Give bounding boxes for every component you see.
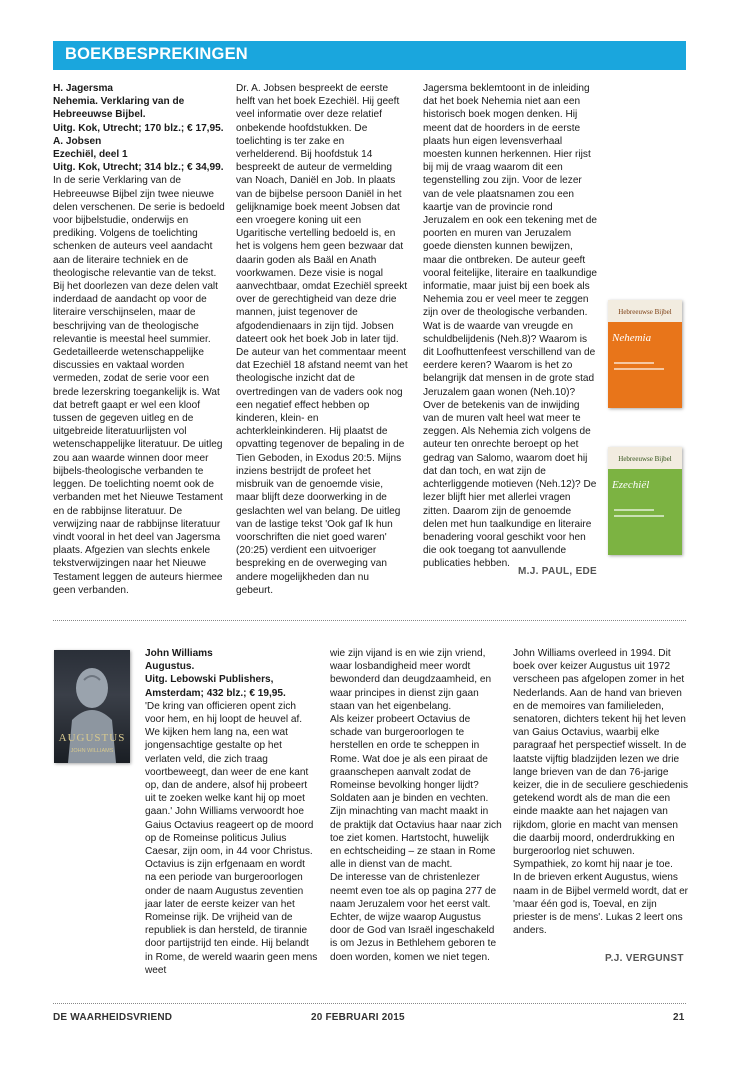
- review2-body-2b: Als keizer probeert Octavius de schade van burgeroorlogen te herstellen en orde te scheppen in Rome. Wat doe je als een piraat de graanschepen aanvalt zodat de Romeinse bevolking honger lijdt? Soldaten aan je binden en vechten. Zijn minachting van macht maakt in de praktijk dat Octavius haar naar zich toe ziet komen. Hartstocht, huwelijk en echtscheiding – ze staan in Rome alle in dienst van de macht.: [330, 714, 502, 871]
- review1-col3: [423, 82, 598, 571]
- review2-title: Augustus.: [145, 661, 195, 673]
- footer-divider: [53, 1003, 686, 1004]
- book2-author: A. Jobsen: [53, 135, 102, 147]
- review1-body-3: Jagersma beklemtoont in de inleiding dat het boek Nehemia niet aan een historisch boek mogen denken. Hij meent dat de hoorders in de eerste plaats hun eigen levensverhaal moesten kunnen herkennen. Hier rijst bij mij de vraag waarom dit een tegenstelling zou zijn. Voor de lezer van de vele plaatsnamen zou een kaartje van de provincie rond Jeruzalem en ook een tekening met de poorten en muren van Jeruzalem goede diensten kunnen bewijzen, maar die ontbreken. De auteur geeft vooral feitelijke, literaire en taalkundige informatie, maar juist bij een boek als Nehemia zou er veel meer te zeggen zijn over de theologische verbanden. Wat is de waarde van vreugde en schuldbelijdenis (Neh.8)? Waarom is dit Loofhuttenfeest verschillend van de eerdere keren? Waarom is het zo belangrijk dat mensen in de grote stad Jeruzalem gaan wonen (Neh.10)? Over de betekenis van de inwijding van de muren valt heel wat meer te zeggen. Als Nehemia zich volgens de auteur ten onrechte beroept op het gedrag van Salomo, waarom doet hij dat dan toch, en wat zijn de achterliggende motieven (Neh.12)? De lezer blijft hier met allerlei vragen zitten. Daarom zijn de genoemde delen met hun taalkundige en literaire benadering vooral geschikt voor hen die ook toegang tot aanvullende publicaties hebben.: [423, 83, 597, 570]
- book1-publisher: Uitg. Kok, Utrecht; 170 blz.; € 17,95.: [53, 122, 224, 134]
- section-divider: [53, 620, 686, 621]
- review1-col1: [53, 82, 226, 597]
- cover2-title: Ezechiël: [612, 479, 650, 491]
- statue-image: [54, 650, 130, 763]
- book-cover-nehemia: [608, 300, 682, 408]
- review1-body-2b: De auteur van het commentaar meent dat Ezechiël 18 afstand neemt van het theologische inzicht dat de overtredingen van de vaders ook nog een negatief effect hebben op kinderen, klein- en achterkleinkinderen. Hij plaatst de opvatting tegenover de bepaling in de Tien Geboden, in Exodus 20:5. Mijns inziens bestrijdt de profeet het misbruik van de genoemde visie, maar blijft deze doorwerking in de geslachten wel van belang. De uitleg van de lastige tekst 'Ook gaf Ik hun voorschriften die niet goed waren' (20:25) verdient een uitvoeriger bespreking en de overweging van andere mogelijkheden dan nu gebeurt.: [236, 347, 408, 596]
- footer-magazine: DE WAARHEIDSVRIEND: [53, 1012, 173, 1023]
- review1-col2: [236, 82, 408, 597]
- cover1-title: Nehemia: [612, 332, 652, 344]
- review2-body-2a: wie zijn vijand is en wie zijn vriend, waar losbandigheid meer wordt bewonderd dan deugdzaamheid, en waar principes in dienst zijn gaan staan van het eigenbelang.: [330, 648, 492, 712]
- cover-title: AUGUSTUS: [58, 732, 126, 744]
- section-title: BOEKBESPREKINGEN: [65, 45, 248, 63]
- footer-date: 20 FEBRUARI 2015: [311, 1012, 405, 1023]
- book2-publisher: Uitg. Kok, Utrecht; 314 blz.; € 34,99.: [53, 162, 224, 174]
- review2-col2: [330, 647, 502, 964]
- book2-title: Ezechiël, deel 1: [53, 149, 128, 161]
- book1-author: H. Jagersma: [53, 83, 114, 94]
- review2-col1: [145, 647, 318, 977]
- review2-body-3a: John Williams overleed in 1994. Dit boek over keizer Augustus uit 1972 verscheen pas afgelopen zomer in het Nederlands. Aan de hand van brieven en de memoires van familieleden, senatoren, dichters tekent hij het leven van Gaius Octavius, waarbij elke paragraaf het perspectief wisselt. In de laatste vijftig bladzijden lezen we drie lange brieven van de dan 76-jarige keizer, die in de seculiere geschiedenis getekend wordt als de man die een einde maakte aan het najagen van rijkdom, glorie en macht van mensen die daarbij moord, onderdrukking en burgeroorlog niet schuwen. Sympathiek, zo komt hij naar je toe.: [513, 648, 689, 871]
- review2-body-2c: De interesse van de christenlezer neemt even toe als op pagina 277 de naam Jeruzalem voor het eerst valt. Echter, de wijze waarop Augustus door de God van Israël ingeschakeld is om Jezus in Bethlehem geboren te doen worden, komen we niet tegen.: [330, 872, 497, 963]
- section-banner: [53, 41, 686, 70]
- cover-author: JOHN WILLIAMS: [70, 748, 114, 754]
- review1-body-2a: Dr. A. Jobsen bespreekt de eerste helft van het boek Ezechiël. Hij geeft veel informatie over deze relatief onbekende hoofdstukken. De toelichting is ter zake en verhelderend. Bij hoofdstuk 14 bespreekt de auteur de vermelding van Noach, Daniël en Job. In plaats van de bijbelse persoon Daniël in het gelijknamige boek meent Jobsen dat een vroegere koning uit een Ugaritische vertelling bedoeld is, en het is volgens hem geen bezwaar dat daarin goden als Baäl en Anath voorkwamen. Deze visie is nogal aanvechtbaar, omdat Ezechiël spreekt over de gerechtigheid van deze drie mannen, juist tegenover de afgodendienaars in zijn tijd. Jobsen dateert ook het boek Job in later tijd.: [236, 83, 408, 345]
- review1-body-1: In de serie Verklaring van de Hebreeuwse Bijbel zijn twee nieuwe delen verschenen. De serie is bedoeld voor bijbelstudie, onderwijs en prediking. Volgens de toelichting schenken de auteurs veel aandacht aan de literaire techniek en de theologische relevantie van de tekst. Bij het doorlezen van deze delen valt inderdaad de aandacht op voor de literaire verschijnselen, maar de beschrijving van de theologische relevantie is meestal heel summier. Gedetailleerde wetenschappelijke discussies en vaktaal worden vermeden, zodat de serie voor een brede lezerskring toegankelijk is. Wat dat betreft gaapt er wel een kloof tussen de gegeven uitleg en de uitgebreide literatuurlijsten vol wetenschappelijke literatuur. De uitleg zou aan waarde winnen door meer bijbels-theologische verbanden te leggen. De toelichting noemt ook de verbanden met het Nieuwe Testament en de rabbijnse literatuur. De verwijzing naar de rabbijnse literatuur vindt vooral in het deel van Jagersma plaats. Afgezien van slechts enkele tekstverwijzingen naar het Nieuwe Testament leggen de auteurs hiermee geen verbanden.: [53, 175, 225, 596]
- review2-signature: P.J. VERGUNST: [605, 953, 684, 964]
- book1-title: Nehemia. Verklaring van de Hebreeuwse Bijbel.: [53, 96, 185, 121]
- review1-signature: M.J. PAUL, EDE: [518, 566, 598, 577]
- review2-col3: [513, 647, 689, 937]
- book-cover-augustus: [54, 650, 130, 763]
- cover2-series: Hebreeuwse Bijbel: [618, 455, 672, 463]
- book-cover-ezechiel: [608, 447, 682, 555]
- footer-page-number: 21: [673, 1012, 685, 1023]
- cover1-series: Hebreeuwse Bijbel: [618, 308, 672, 316]
- review2-body-3b: In de brieven erkent Augustus, wiens naam in de Bijbel vermeld wordt, dat er 'maar één god is, Toeval, en zijn priester is de mens'. Lukas 2 leert ons anders.: [513, 872, 689, 937]
- review2-author: John Williams: [145, 648, 213, 659]
- review2-publisher: Uitg. Lebowski Publishers, Amsterdam; 432 blz.; € 19,95.: [145, 674, 286, 699]
- review2-body-1: 'De kring van officieren opent zich voor hem, en hij loopt de heuvel af. We kijken hem lang na, een wat jongensachtige gestalte op het verlaten veld, die zich traag voortbeweegt, dan weer de ene kant op, dan de andere, alsof hij probeert uit te zoeken welke kant hij op moet gaan.' John Williams verwoordt hoe Gaius Octavius reageert op de moord op de Romeinse politicus Julius Caesar, zijn oom, in 44 voor Christus. Octavius is zijn erfgenaam en wordt na een periode van burgeroorlogen onder de naam Augustus zeventien jaar later de eerste keizer van het Romeinse rijk. De vrijheid van de republiek is dan hersteld, de tirannie door partijstrijd ten einde. Hij belandt in Rome, de wereld waarin geen mens weet: [145, 700, 318, 976]
